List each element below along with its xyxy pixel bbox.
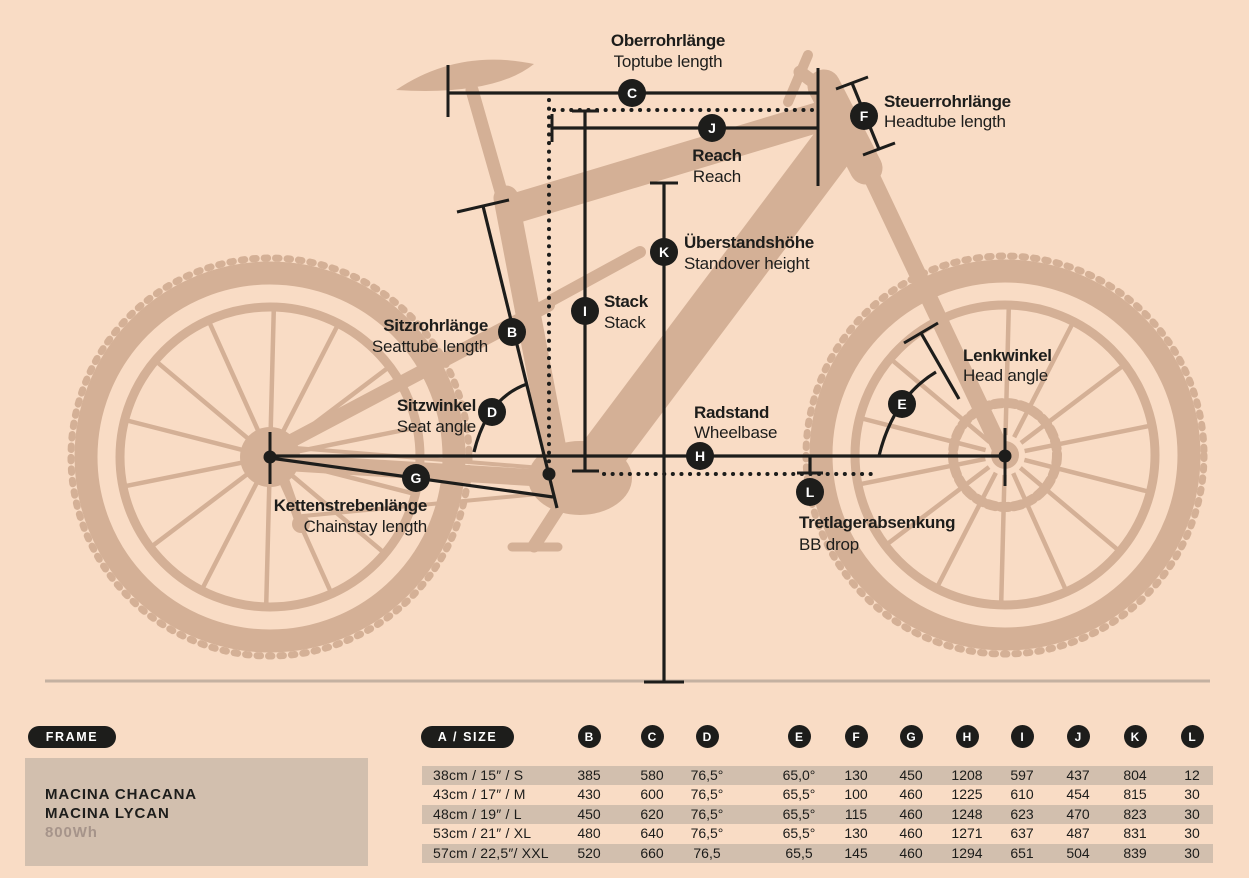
wheel-spoke (1025, 426, 1149, 451)
label-headangle-en: Head angle (963, 366, 1048, 385)
marker-K (650, 238, 678, 266)
value-K: 831 (1123, 825, 1147, 842)
saddle (396, 60, 534, 91)
svg-text:J: J (708, 120, 716, 136)
svg-text:K: K (658, 244, 670, 260)
frame-header-pill (28, 726, 116, 748)
value-F: 115 (844, 805, 868, 822)
frame-header-label: FRAME (45, 730, 99, 744)
wheel-spoke (1001, 475, 1004, 601)
rear-axle-dot (264, 451, 277, 464)
value-L: 30 (1184, 786, 1200, 803)
value-F: 100 (844, 786, 868, 803)
value-F: 130 (844, 825, 868, 842)
marker-E (888, 390, 916, 418)
value-D: 76,5° (690, 825, 724, 842)
svg-text:F: F (859, 108, 869, 124)
label-seatangle-en: Seat angle (396, 417, 476, 436)
label-seatangle-de: Sitzwinkel (396, 396, 476, 415)
value-J: 437 (1066, 767, 1090, 783)
svg-text:B: B (506, 324, 518, 340)
wheel-spoke (127, 461, 251, 486)
marker-C (618, 79, 646, 107)
frame-size-label: 48cm / 19″ / L (433, 805, 522, 822)
value-K: 815 (1123, 786, 1147, 803)
svg-text:H: H (694, 448, 706, 464)
model-name-2: MACINA LYCAN (45, 805, 170, 822)
frame-size-label: 43cm / 17″ / M (433, 786, 526, 803)
value-B: 450 (577, 805, 601, 822)
value-B: 520 (577, 844, 601, 861)
value-H: 1271 (951, 825, 983, 842)
value-B: 480 (577, 825, 601, 842)
marker-I (571, 297, 599, 325)
frame-size-label: 53cm / 21″ / XL (433, 825, 532, 842)
label-headtube-de: Steuerrohrlänge (884, 92, 1011, 111)
svg-text:C: C (626, 85, 638, 101)
value-E: 65,0° (782, 767, 816, 783)
value-K: 823 (1123, 805, 1147, 822)
marker-L (796, 478, 824, 506)
svg-text:I: I (583, 303, 587, 319)
value-G: 460 (899, 844, 923, 861)
column-letter-C: C (641, 725, 664, 748)
value-E: 65,5 (785, 844, 813, 861)
value-D: 76,5° (690, 767, 724, 783)
value-G: 460 (899, 786, 923, 803)
svg-text:G: G (410, 470, 422, 486)
wheel-spoke (271, 311, 274, 437)
model-name-1: MACINA CHACANA (45, 786, 198, 803)
label-wheelbase-en: Wheelbase (694, 423, 778, 442)
label-wheelbase-de: Radstand (694, 403, 770, 422)
value-J: 470 (1066, 805, 1090, 822)
value-F: 145 (844, 844, 868, 861)
value-L: 30 (1184, 805, 1200, 822)
frame-size-label: 57cm / 22,5″/ XXL (433, 844, 549, 861)
marker-G (402, 464, 430, 492)
column-letter-J: J (1067, 725, 1090, 748)
size-rows (422, 766, 1213, 863)
value-J: 504 (1066, 844, 1090, 861)
value-J: 454 (1066, 786, 1090, 803)
column-letter-L: L (1181, 725, 1204, 748)
value-H: 1208 (951, 767, 983, 783)
label-reach-de: Reach (692, 146, 742, 165)
value-D: 76,5° (690, 786, 724, 803)
value-E: 65,5° (782, 805, 816, 822)
value-I: 597 (1010, 767, 1034, 783)
value-C: 640 (640, 825, 664, 842)
marker-H (686, 442, 714, 470)
value-G: 450 (899, 767, 923, 783)
size-row-4 (422, 824, 1213, 843)
marker-J (698, 114, 726, 142)
label-stack-de: Stack (604, 292, 648, 311)
value-B: 385 (577, 767, 601, 783)
column-letter-E: E (788, 725, 811, 748)
label-headtube-en: Headtube length (884, 112, 1006, 131)
column-letter-B: B (578, 725, 601, 748)
size-row-5 (422, 844, 1213, 863)
battery-capacity: 800Wh (45, 824, 98, 841)
value-G: 460 (899, 805, 923, 822)
label-seattube-en: Seattube length (371, 337, 488, 356)
seatpost (472, 90, 504, 202)
value-D: 76,5 (693, 844, 721, 861)
label-toptube-en: Toptube length (613, 52, 723, 71)
value-I: 651 (1010, 844, 1034, 861)
frame-size-label: 38cm / 15″ / S (433, 767, 524, 783)
wheel-spoke (266, 477, 269, 603)
label-standover-en: Standover height (684, 254, 810, 273)
size-header-pill (421, 726, 514, 748)
marker-D (478, 398, 506, 426)
svg-text:D: D (486, 404, 498, 420)
svg-text:E: E (897, 396, 907, 412)
size-header-label: A / SIZE (437, 730, 498, 744)
value-C: 660 (640, 844, 664, 861)
value-L: 12 (1184, 767, 1200, 783)
value-F: 130 (844, 767, 868, 783)
size-row-2 (422, 785, 1213, 804)
svg-text:L: L (805, 484, 815, 500)
value-C: 580 (640, 767, 664, 783)
column-letter-F: F (845, 725, 868, 748)
value-H: 1225 (951, 786, 983, 803)
value-H: 1294 (951, 844, 983, 861)
value-B: 430 (577, 786, 601, 803)
value-K: 839 (1123, 844, 1147, 861)
value-E: 65,5° (782, 825, 816, 842)
front-axle-dot (999, 450, 1012, 463)
value-I: 637 (1010, 825, 1034, 842)
value-L: 30 (1184, 844, 1200, 861)
value-I: 623 (1010, 805, 1034, 822)
column-letter-H: H (956, 725, 979, 748)
wheel-spoke (154, 469, 254, 545)
label-stack-en: Stack (604, 313, 646, 332)
value-D: 76,5° (690, 805, 724, 822)
marker-F (850, 102, 878, 130)
column-letter-K: K (1124, 725, 1147, 748)
column-letter-G: G (900, 725, 923, 748)
wheel-spoke (203, 475, 261, 587)
value-C: 600 (640, 786, 664, 803)
label-standover-de: Überstandshöhe (684, 233, 814, 252)
label-headangle-de: Lenkwinkel (963, 346, 1052, 365)
label-chainstay-de: Kettenstrebenlänge (273, 496, 427, 515)
value-J: 487 (1066, 825, 1090, 842)
value-L: 30 (1184, 825, 1200, 842)
value-K: 804 (1123, 767, 1147, 783)
value-I: 610 (1010, 786, 1034, 803)
label-chainstay-en: Chainstay length (303, 517, 427, 536)
wheel-spoke (862, 459, 986, 484)
label-toptube-de: Oberrohrlänge (610, 31, 726, 50)
wheel-spoke (210, 324, 262, 439)
value-E: 65,5° (782, 786, 816, 803)
value-G: 460 (899, 825, 923, 842)
value-C: 620 (640, 805, 664, 822)
column-letter-I: I (1011, 725, 1034, 748)
label-seattube-de: Sitzrohrlänge (383, 316, 488, 335)
column-letter-D: D (696, 725, 719, 748)
value-H: 1248 (951, 805, 983, 822)
model-block (25, 758, 368, 866)
size-row-3 (422, 805, 1213, 824)
label-bbdrop-de: Tretlagerabsenkung (799, 513, 956, 532)
label-bbdrop-en: BB drop (799, 535, 860, 554)
marker-B (498, 318, 526, 346)
label-reach-en: Reach (692, 167, 742, 186)
size-row-1 (422, 766, 1213, 785)
